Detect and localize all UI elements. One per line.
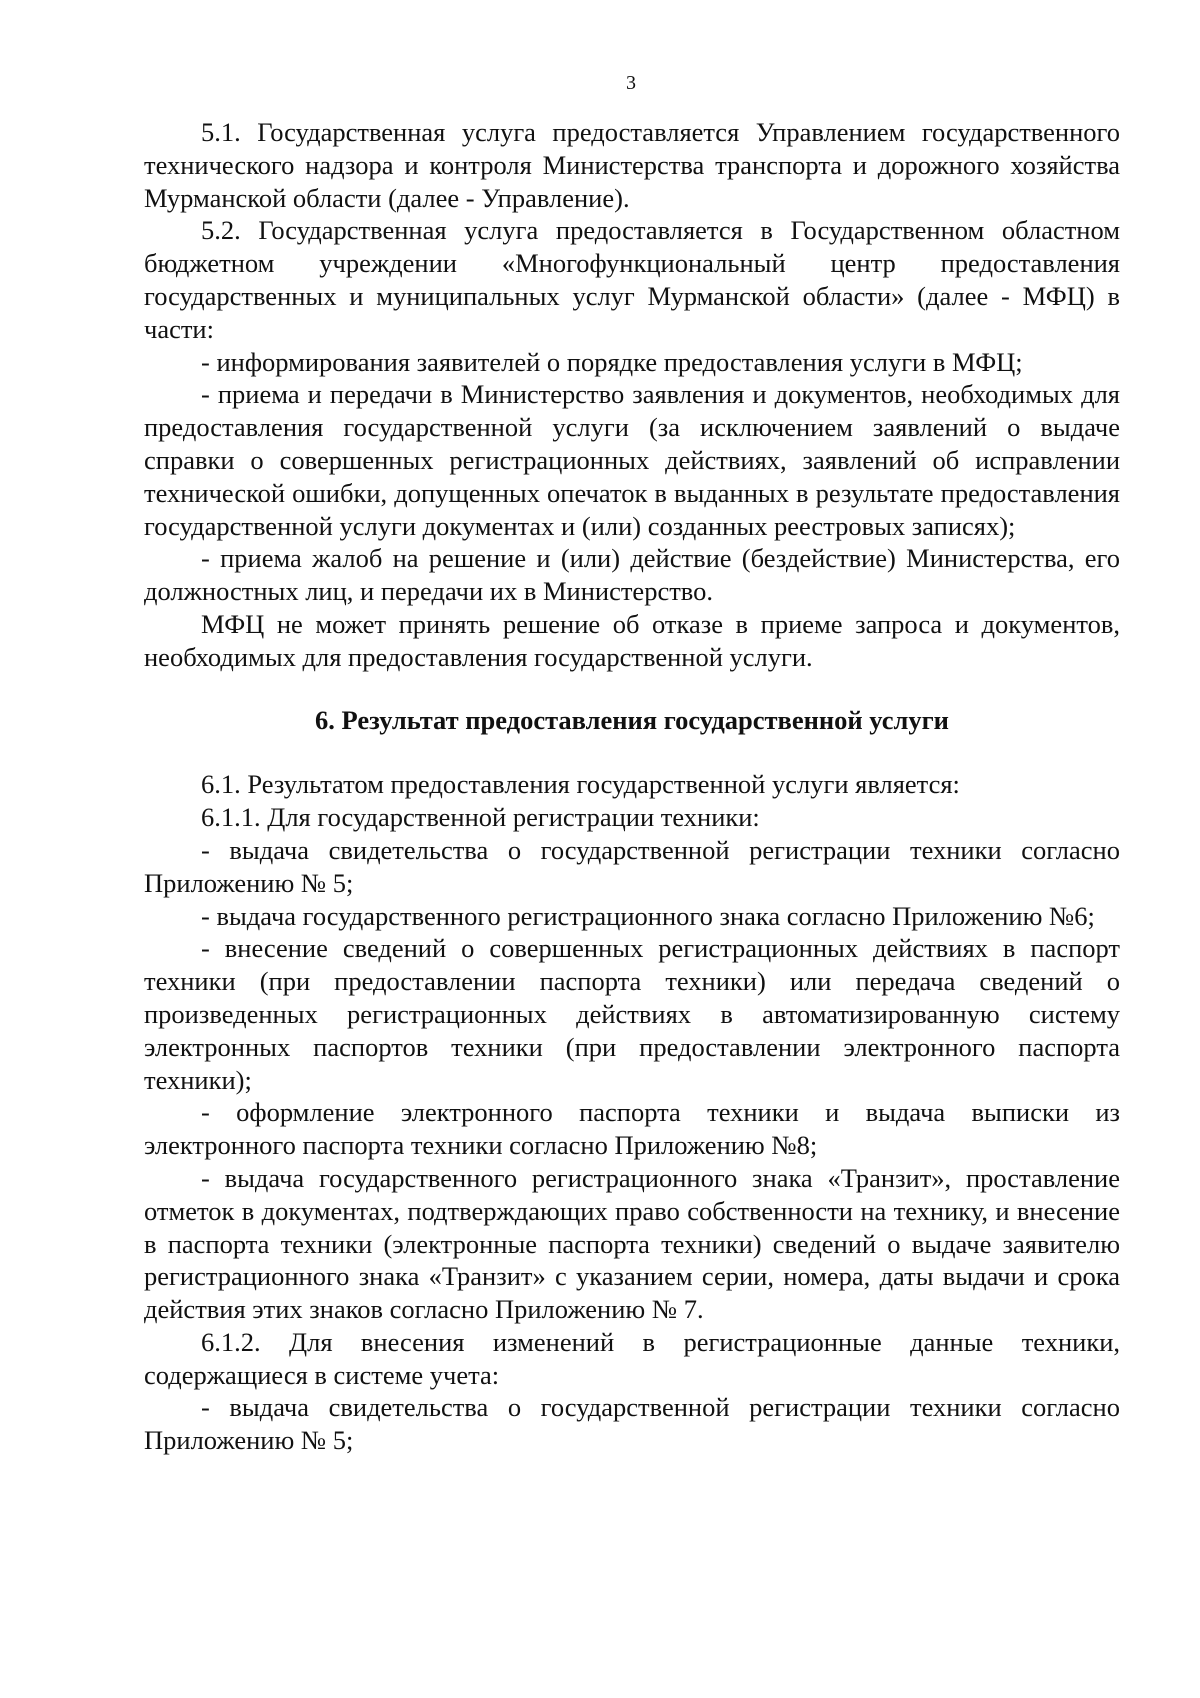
list-item-registration-plate: - выдача государственного регистрационного знака согласно Приложению №6;	[201, 900, 1095, 931]
paragraph-5-2: 5.2. Государственная услуга предоставляется в Государственном областном бюджетном учреждении «Многофункциональный центр предоставления государственных и муниципальных услуг Мурманской области» (далее - МФЦ) в части:	[144, 215, 1120, 344]
paragraph-6-1-1: 6.1.1. Для государственной регистрации техники:	[201, 802, 760, 833]
list-item-certificate: - выдача свидетельства о государственной регистрации техники согласно Приложению № 5;	[144, 834, 1120, 898]
paragraph-6-1: 6.1. Результатом предоставления государственной услуги является:	[201, 769, 960, 800]
list-item-informing: - информирования заявителей о порядке предоставления услуги в МФЦ;	[201, 346, 1023, 377]
list-item-receiving-documents: - приема и передачи в Министерство заявления и документов, необходимых для предоставления государственной услуги (за исключением заявлений о выдаче справки о совершенных регистрационных действиях, заявлений об исправлении технической ошибки, допущенных опечаток в выданных в результате предоставления государственной услуги документах и (или) созданных реестровых записях);	[144, 379, 1120, 541]
paragraph-5-1: 5.1. Государственная услуга предоставляется Управлением государственного технического надзора и контроля Министерства транспорта и дорожного хозяйства Мурманской области (далее - Управление).	[144, 117, 1120, 213]
list-item-passport-entry: - внесение сведений о совершенных регистрационных действиях в паспорт техники (при предоставлении паспорта техники) или передача сведений о произведенных регистрационных действиях в автоматизированную систему электронных паспортов техники (при предоставлении электронного паспорта техники);	[144, 933, 1120, 1095]
list-item-electronic-passport: - оформление электронного паспорта техники и выдача выписки из электронного паспорта техники согласно Приложению №8;	[144, 1097, 1120, 1161]
paragraph-6-1-2: 6.1.2. Для внесения изменений в регистрационные данные техники, содержащиеся в системе учета:	[144, 1326, 1120, 1390]
document-body	[144, 116, 1120, 1457]
list-item-certificate-changes: - выдача свидетельства о государственной регистрации техники согласно Приложению № 5;	[144, 1392, 1120, 1456]
list-item-transit-plate: - выдача государственного регистрационного знака «Транзит», проставление отметок в документах, подтверждающих право собственности на технику, и внесение в паспорта техники (электронные паспорта техники) сведений о выдаче заявителю регистрационного знака «Транзит» с указанием серии, номера, даты выдачи и срока действия этих знаков согласно Приложению № 7.	[144, 1162, 1120, 1325]
page-number: 3	[626, 72, 636, 94]
section-6-heading: 6. Результат предоставления государственной услуги	[315, 704, 949, 735]
list-item-receiving-complaints: - приема жалоб на решение и (или) действие (бездействие) Министерства, его должностных лиц, и передачи их в Министерство.	[144, 543, 1120, 607]
paragraph-mfc-refusal: МФЦ не может принять решение об отказе в приеме запроса и документов, необходимых для предоставления государственной услуги.	[144, 608, 1120, 672]
